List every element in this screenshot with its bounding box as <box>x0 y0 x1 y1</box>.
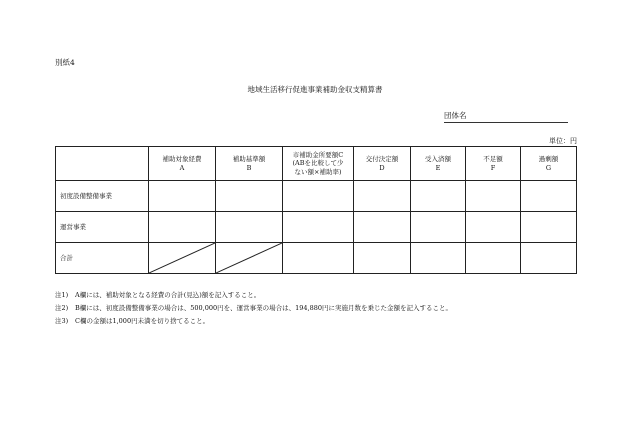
document-title: 地域生活移行促進事業補助金収支精算書 <box>247 85 383 94</box>
note-number: 注3) <box>55 317 69 325</box>
note-number: 注2) <box>55 304 69 312</box>
table-row <box>56 212 577 243</box>
diagonal-strike <box>149 243 215 273</box>
amount-cell[interactable] <box>283 212 354 243</box>
amount-cell[interactable] <box>466 243 521 274</box>
amount-cell[interactable] <box>521 212 577 243</box>
amount-cell[interactable] <box>354 243 411 274</box>
amount-cell[interactable] <box>216 181 283 212</box>
note-item <box>55 315 452 328</box>
document-code: 別紙4 <box>55 58 75 67</box>
column-header <box>283 147 354 181</box>
column-header <box>411 147 466 181</box>
amount-cell[interactable] <box>354 212 411 243</box>
crossed-out-cell <box>149 243 216 274</box>
note-number: 注1) <box>55 291 69 299</box>
unit-note: 単位：円 <box>549 137 577 145</box>
crossed-out-cell <box>216 243 283 274</box>
column-header-text: 過剰額 <box>538 155 559 164</box>
note-text: B欄には、初度設備整備事業の場合は、500,000円を、運営事業の場合は、194,880円に実施月数を乗じた金額を記入すること。 <box>75 304 453 312</box>
column-header-text: 補助基準額 <box>232 155 266 164</box>
column-header-text: 受入済額 <box>425 155 451 164</box>
amount-cell[interactable] <box>216 212 283 243</box>
column-header <box>466 147 521 181</box>
row-label: 合計 <box>56 243 149 274</box>
amount-cell[interactable] <box>149 212 216 243</box>
column-header-text: ない額×補助率) <box>294 167 342 176</box>
table-row <box>56 181 577 212</box>
column-header-text: D <box>379 163 385 172</box>
column-header-text: 交付決定額 <box>365 155 399 164</box>
column-header-text: B <box>246 163 252 172</box>
column-header-text: E <box>435 163 441 172</box>
note-item <box>55 289 452 302</box>
table-header-row <box>56 147 577 181</box>
row-label: 運営事業 <box>56 212 149 243</box>
column-header-text: 不足額 <box>483 155 503 164</box>
organization-name-field: 団体名 <box>444 110 568 123</box>
amount-cell[interactable] <box>466 181 521 212</box>
amount-cell[interactable] <box>411 181 466 212</box>
note-text: C欄の金額は1,000円未満を切り捨てること。 <box>75 317 210 325</box>
column-header-text: G <box>545 163 552 172</box>
amount-cell[interactable] <box>411 243 466 274</box>
column-header-text: (ABを比較して少 <box>292 159 344 168</box>
amount-cell[interactable] <box>283 243 354 274</box>
amount-cell[interactable] <box>283 181 354 212</box>
amount-cell[interactable] <box>521 181 577 212</box>
column-header <box>216 147 283 181</box>
amount-cell[interactable] <box>521 243 577 274</box>
table-row <box>56 243 577 274</box>
note-item <box>55 302 452 315</box>
diagonal-strike <box>216 243 282 273</box>
column-header-text: F <box>490 163 496 172</box>
amount-cell[interactable] <box>466 212 521 243</box>
amount-cell[interactable] <box>354 181 411 212</box>
column-header-text: 市補助金所要額C <box>292 150 344 159</box>
notes-section <box>55 289 452 328</box>
amount-cell[interactable] <box>149 181 216 212</box>
note-text: A欄には、補助対象となる経費の合計(見込)額を記入すること。 <box>75 291 261 299</box>
row-label: 初度設備整備事業 <box>56 181 149 212</box>
column-header-text: A <box>179 163 185 172</box>
settlement-table <box>55 146 577 274</box>
column-header <box>56 147 149 181</box>
column-header <box>149 147 216 181</box>
column-header <box>521 147 577 181</box>
amount-cell[interactable] <box>411 212 466 243</box>
column-header-text: 補助対象経費 <box>162 155 202 164</box>
column-header <box>354 147 411 181</box>
